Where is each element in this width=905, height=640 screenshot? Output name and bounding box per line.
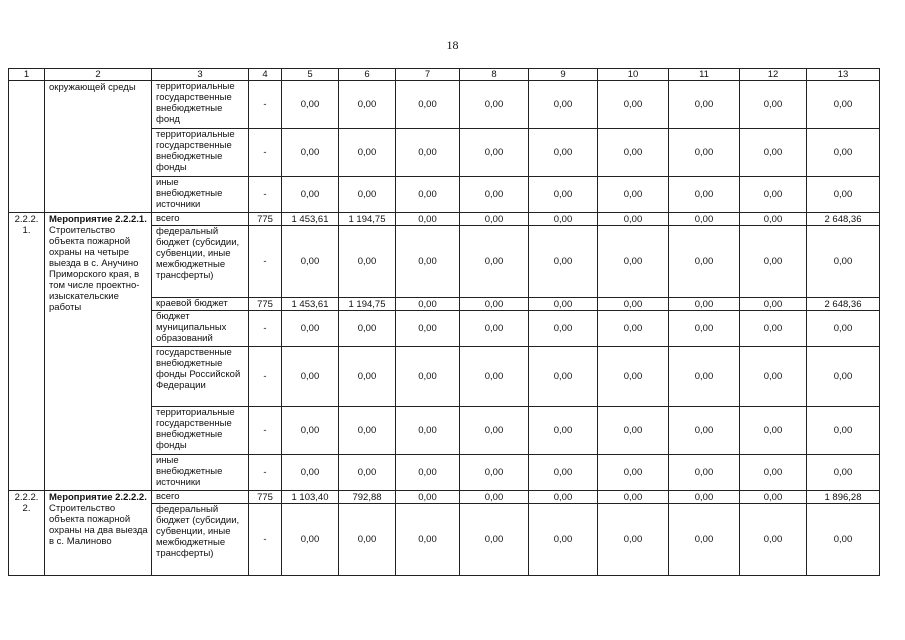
amount-cell: 0,00 [740, 347, 807, 407]
amount-cell: 0,00 [282, 177, 339, 213]
amount-cell: 0,00 [460, 491, 529, 504]
column-header: 11 [669, 69, 740, 81]
amount-cell: 0,00 [396, 129, 460, 177]
amount-cell: 0,00 [807, 177, 880, 213]
column-header: 12 [740, 69, 807, 81]
amount-cell: 0,00 [396, 298, 460, 311]
column-header: 9 [529, 69, 598, 81]
column-header: 3 [152, 69, 249, 81]
column-header: 4 [249, 69, 282, 81]
amount-cell: 0,00 [339, 226, 396, 298]
budget-code: - [249, 177, 282, 213]
funding-source: краевой бюджет [152, 298, 249, 311]
amount-cell: 0,00 [529, 129, 598, 177]
row-index: 2.2.2. 1. [9, 213, 45, 491]
amount-cell: 0,00 [598, 81, 669, 129]
amount-cell: 0,00 [529, 491, 598, 504]
funding-source: всего [152, 491, 249, 504]
amount-cell: 0,00 [396, 347, 460, 407]
funding-source: бюджет муниципальных образований [152, 311, 249, 347]
amount-cell: 0,00 [396, 504, 460, 576]
amount-cell: 0,00 [339, 129, 396, 177]
amount-cell: 0,00 [460, 226, 529, 298]
amount-cell: 0,00 [282, 407, 339, 455]
amount-cell: 0,00 [807, 504, 880, 576]
activity-description: окружающей среды [49, 82, 136, 93]
amount-cell: 0,00 [529, 298, 598, 311]
table-row [9, 213, 880, 226]
amount-cell: 0,00 [807, 226, 880, 298]
activity-name [45, 81, 152, 213]
amount-cell: 0,00 [598, 226, 669, 298]
activity-title: Мероприятие 2.2.2.1. [49, 214, 147, 225]
amount-cell: 0,00 [396, 455, 460, 491]
amount-cell: 0,00 [529, 177, 598, 213]
budget-code: - [249, 455, 282, 491]
amount-cell: 0,00 [740, 177, 807, 213]
amount-cell: 0,00 [807, 407, 880, 455]
amount-cell: 0,00 [460, 347, 529, 407]
funding-source: федеральный бюджет (субсидии, субвенции, иные межбюджетные трансферты) [152, 504, 249, 576]
amount-cell: 0,00 [807, 455, 880, 491]
amount-cell: 0,00 [740, 213, 807, 226]
amount-cell: 0,00 [460, 177, 529, 213]
activity-title: Мероприятие 2.2.2.2. [49, 492, 147, 503]
amount-cell: 1 103,40 [282, 491, 339, 504]
amount-cell: 0,00 [460, 129, 529, 177]
activity-description: Строительство объекта пожарной охраны на четыре выезда в с. Анучино Приморского края, в том числе проектно-изыскательские работы [49, 225, 140, 313]
amount-cell: 0,00 [396, 177, 460, 213]
budget-code: - [249, 129, 282, 177]
amount-cell: 2 648,36 [807, 298, 880, 311]
amount-cell: 0,00 [598, 213, 669, 226]
budget-table [8, 68, 880, 576]
amount-cell: 0,00 [598, 455, 669, 491]
funding-source: федеральный бюджет (субсидии, субвенции, иные межбюджетные трансферты) [152, 226, 249, 298]
header-row [9, 69, 880, 81]
column-header: 6 [339, 69, 396, 81]
amount-cell: 0,00 [529, 347, 598, 407]
amount-cell: 0,00 [529, 504, 598, 576]
column-header: 8 [460, 69, 529, 81]
amount-cell: 0,00 [282, 129, 339, 177]
funding-source: территориальные государственные внебюджетные фонд [152, 81, 249, 129]
amount-cell: 0,00 [529, 81, 598, 129]
table-row [9, 491, 880, 504]
column-header: 13 [807, 69, 880, 81]
amount-cell: 0,00 [339, 177, 396, 213]
amount-cell: 0,00 [740, 226, 807, 298]
amount-cell: 1 453,61 [282, 213, 339, 226]
amount-cell: 0,00 [740, 298, 807, 311]
amount-cell: 0,00 [598, 347, 669, 407]
amount-cell: 0,00 [740, 455, 807, 491]
amount-cell: 0,00 [669, 407, 740, 455]
amount-cell: 0,00 [339, 81, 396, 129]
amount-cell: 0,00 [282, 455, 339, 491]
amount-cell: 0,00 [282, 504, 339, 576]
amount-cell: 0,00 [529, 226, 598, 298]
amount-cell: 0,00 [396, 491, 460, 504]
amount-cell: 0,00 [669, 311, 740, 347]
funding-source: иные внебюджетные источники [152, 455, 249, 491]
amount-cell: 0,00 [339, 347, 396, 407]
amount-cell: 0,00 [460, 213, 529, 226]
amount-cell: 0,00 [669, 455, 740, 491]
amount-cell: 0,00 [669, 298, 740, 311]
budget-code: 775 [249, 298, 282, 311]
amount-cell: 0,00 [396, 213, 460, 226]
amount-cell: 0,00 [282, 311, 339, 347]
amount-cell: 0,00 [460, 298, 529, 311]
column-header: 10 [598, 69, 669, 81]
activity-name [45, 491, 152, 576]
column-header: 2 [45, 69, 152, 81]
amount-cell: 0,00 [529, 407, 598, 455]
amount-cell: 0,00 [529, 311, 598, 347]
amount-cell: 0,00 [669, 129, 740, 177]
amount-cell: 0,00 [598, 129, 669, 177]
amount-cell: 0,00 [282, 347, 339, 407]
amount-cell: 0,00 [460, 407, 529, 455]
amount-cell: 0,00 [740, 491, 807, 504]
activity-description: Строительство объекта пожарной охраны на два выезда в с. Малиново [49, 503, 148, 547]
amount-cell: 0,00 [740, 504, 807, 576]
budget-code: - [249, 311, 282, 347]
budget-code: 775 [249, 491, 282, 504]
budget-code: - [249, 504, 282, 576]
amount-cell: 0,00 [460, 81, 529, 129]
amount-cell: 1 896,28 [807, 491, 880, 504]
column-header: 5 [282, 69, 339, 81]
amount-cell: 0,00 [396, 226, 460, 298]
amount-cell: 0,00 [807, 129, 880, 177]
amount-cell: 0,00 [740, 129, 807, 177]
amount-cell: 792,88 [339, 491, 396, 504]
funding-source: государственные внебюджетные фонды Российской Федерации [152, 347, 249, 407]
row-index [9, 81, 45, 213]
amount-cell: 0,00 [339, 407, 396, 455]
amount-cell: 0,00 [669, 491, 740, 504]
activity-name [45, 213, 152, 491]
amount-cell: 0,00 [669, 213, 740, 226]
amount-cell: 0,00 [740, 81, 807, 129]
column-header: 7 [396, 69, 460, 81]
amount-cell: 0,00 [396, 311, 460, 347]
amount-cell: 0,00 [807, 81, 880, 129]
amount-cell: 1 453,61 [282, 298, 339, 311]
amount-cell: 0,00 [396, 407, 460, 455]
budget-code: - [249, 81, 282, 129]
amount-cell: 0,00 [598, 407, 669, 455]
amount-cell: 0,00 [598, 311, 669, 347]
amount-cell: 1 194,75 [339, 298, 396, 311]
amount-cell: 0,00 [598, 298, 669, 311]
row-index: 2.2.2. 2. [9, 491, 45, 576]
amount-cell: 0,00 [282, 81, 339, 129]
amount-cell: 0,00 [669, 226, 740, 298]
amount-cell: 0,00 [807, 347, 880, 407]
funding-source: всего [152, 213, 249, 226]
table-row [9, 81, 880, 129]
amount-cell: 0,00 [669, 81, 740, 129]
column-header: 1 [9, 69, 45, 81]
amount-cell: 2 648,36 [807, 213, 880, 226]
amount-cell: 0,00 [460, 455, 529, 491]
amount-cell: 0,00 [529, 213, 598, 226]
funding-source: территориальные государственные внебюджетные фонды [152, 407, 249, 455]
amount-cell: 0,00 [529, 455, 598, 491]
amount-cell: 0,00 [669, 347, 740, 407]
budget-code: - [249, 347, 282, 407]
budget-code: - [249, 226, 282, 298]
amount-cell: 0,00 [807, 311, 880, 347]
amount-cell: 0,00 [339, 311, 396, 347]
amount-cell: 0,00 [396, 81, 460, 129]
budget-code: 775 [249, 213, 282, 226]
amount-cell: 0,00 [339, 455, 396, 491]
amount-cell: 0,00 [339, 504, 396, 576]
funding-source: иные внебюджетные источники [152, 177, 249, 213]
amount-cell: 0,00 [669, 177, 740, 213]
amount-cell: 1 194,75 [339, 213, 396, 226]
funding-source: территориальные государственные внебюджетные фонды [152, 129, 249, 177]
amount-cell: 0,00 [282, 226, 339, 298]
amount-cell: 0,00 [460, 504, 529, 576]
amount-cell: 0,00 [598, 177, 669, 213]
amount-cell: 0,00 [740, 407, 807, 455]
budget-code: - [249, 407, 282, 455]
amount-cell: 0,00 [460, 311, 529, 347]
amount-cell: 0,00 [598, 504, 669, 576]
page-number: 18 [446, 38, 459, 52]
amount-cell: 0,00 [740, 311, 807, 347]
amount-cell: 0,00 [598, 491, 669, 504]
amount-cell: 0,00 [669, 504, 740, 576]
